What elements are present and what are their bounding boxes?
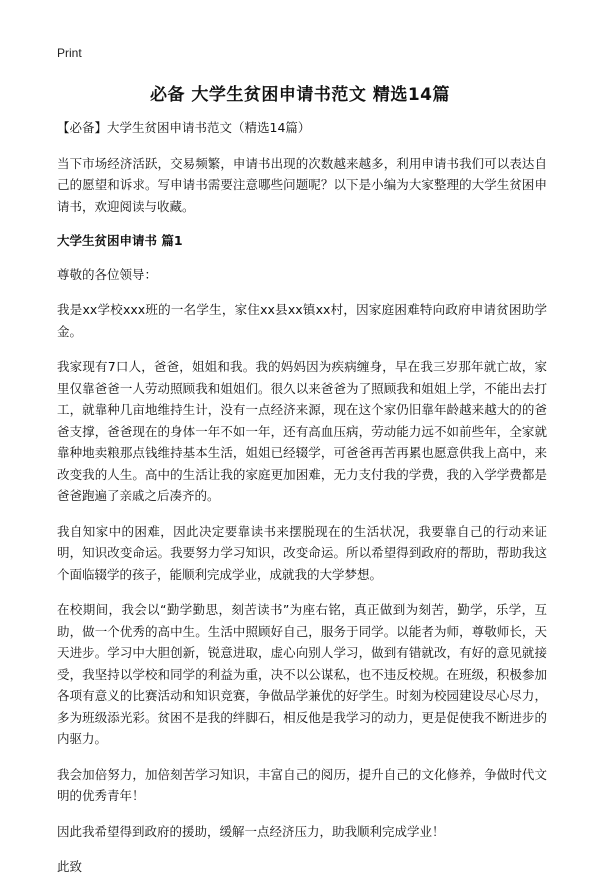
intro-paragraph: 当下市场经济活跃，交易频繁，申请书出现的次数越来越多，利用申请书我们可以表达自己的愿望和诉求。写申请书需要注意哪些问题呢？以下是小编为大家整理的大学生贫困申请书，欢迎阅读与收藏。	[57, 155, 547, 214]
body-paragraph: 在校期间，我会以“勤学勤思，刻苦读书”为座右铭，真正做到为刻苦，勤学，乐学，互助，做一个优秀的高中生。生活中照顾好自己，服务于同学。以能者为师，尊敬师长，天天进步。学习中大胆创新，锐意进取，虚心向别人学习，做到有错就改，有好的意见就接受，我坚持以学校和同学的利益为重，决不以公谋私，也不违反校规。在班级，积极参加各项有意义的比赛活动和知识竞赛，争做品学兼优的好学生。时刻为校园建设尽心尽力，多为班级添光彩。贫困不是我的绊脚石，相反他是我学习的动力，更是促使我不断进步的内驱力。	[57, 602, 547, 746]
document-subtitle: 【必备】大学生贫困申请书范文（精选14篇）	[57, 120, 311, 135]
body-paragraph: 我自知家中的困难，因此决定要靠读书来摆脱现在的生活状况，我要靠自己的行动来证明，知识改变命运。我要努力学习知识，改变命运。所以希望得到政府的帮助，帮助我这个面临辍学的孩子，能顺利完成学业，成就我的大学梦想。	[57, 523, 547, 582]
closing-line: 此致	[57, 859, 83, 874]
salutation: 尊敬的各位领导：	[57, 266, 158, 282]
body-paragraph: 因此我希望得到政府的援助，缓解一点经济压力，助我顺利完成学业！	[57, 823, 445, 839]
section-heading: 大学生贫困申请书 篇1	[57, 233, 183, 248]
document-body	[57, 117, 547, 892]
body-paragraph: 我家现有7口人，爸爸，姐姐和我。我的妈妈因为疾病缠身，早在我三岁那年就亡故，家里仅靠爸爸一人劳动照顾我和姐姐们。很久以来爸爸为了照顾我和姐姐上学，不能出去打工，就靠种几亩地维持生计，没有一点经济来源，现在这个家仍旧靠年龄越来越大的的爸爸支撑，爸爸现在的身体一年不如一年，还有高血压病，劳动能力远不如前些年，全家就靠种地卖粮那点钱维持基本生活，姐姐已经辍学，可爸爸再苦再累也愿意供我上高中，来改变我的人生。高中的生活让我的家庭更加困难，无力支付我的学费，我的入学学费都是爸爸跑遍了亲戚之后凑齐的。	[57, 359, 547, 503]
document-title: 必备 大学生贫困申请书范文 精选14篇	[150, 85, 450, 105]
print-link[interactable]: Print	[57, 46, 82, 60]
body-paragraph: 我是xx学校xxx班的一名学生，家住xx县xx镇xx村，因家庭困难特向政府申请贫困助学金。	[57, 302, 547, 339]
body-paragraph: 我会加倍努力，加倍刻苦学习知识，丰富自己的阅历，提升自己的文化修养，争做时代文明的优秀青年！	[57, 766, 547, 803]
